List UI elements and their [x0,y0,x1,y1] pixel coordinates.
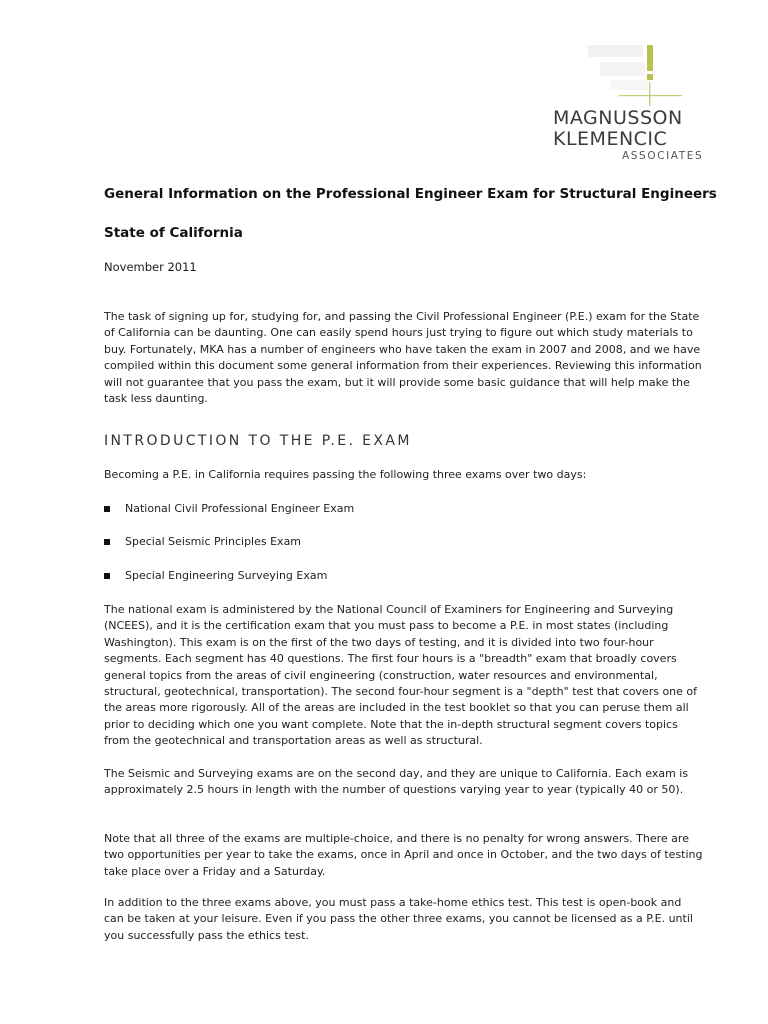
multiple-choice-paragraph: Note that all three of the exams are multiple-choice, and there is no penalty for wrong answers. There are two opportunities per year to take the exams, once in April and once in October, and the two days of testing take place over a Friday and a Saturday. [104,832,703,878]
logo-text-line1: MAGNUSSON [553,107,683,129]
document-subtitle: State of California [104,225,243,241]
bullet-square-icon [104,506,110,512]
list-item [104,535,301,548]
logo-text-line3: ASSOCIATES [622,150,704,162]
document-title: General Information on the Professional Engineer Exam for Structural Engineers [104,186,717,202]
bullet-square-icon [104,539,110,545]
section-heading: INTRODUCTION TO THE P.E. EXAM [104,433,412,449]
seismic-surveying-paragraph: The Seismic and Surveying exams are on the second day, and they are unique to California. Each exam is approximately 2.5 hours in length with the number of questions varying year to year (typically 40 or 50). [104,767,689,797]
national-exam-paragraph: The national exam is administered by the National Council of Examiners for Engineering and Surveying (NCEES), and it is the certification exam that you must pass to become a P.E. in most states (including Washington). This exam is on the first of the two days of testing, and it is divided into two four-hour segments. Each segment has 40 questions. The first four hours is a "breadth" exam that broadly covers general topics from the areas of civil engineering (construction, water resources and environmental, structural, geotechnical, transportation). The second four-hour segment is a "depth" test that covers one of the areas more rigorously. All of the areas are included in the test booklet so that you can peruse them all prior to deciding which one you want complete. Note that the in-depth structural segment covers topics from the geotechnical and transportation areas as well as structural. [104,603,698,748]
intro-paragraph: The task of signing up for, studying for, and passing the Civil Professional Engineer (P.E.) exam for the State of California can be daunting. One can easily spend hours just trying to figure out which study materials to buy. Fortunately, MKA has a number of engineers who have taken the exam in 2007 and 2008, and we have compiled within this document some general information from their experiences. Reviewing this information will not guarantee that you pass the exam, but it will provide some basic guidance that will help make the task less daunting. [104,310,702,406]
document-date: November 2011 [104,260,197,274]
list-item-text: Special Seismic Principles Exam [125,535,302,548]
ethics-paragraph: In addition to the three exams above, you must pass a take-home ethics test. This test is open-book and can be taken at your leisure. Even if you pass the other three exams, you cannot be licensed as a P.E. until you successfully pass the ethics test. [104,896,693,942]
list-item [104,502,354,515]
logo-text-line2: KLEMENCIC [553,128,668,150]
logo-mark-graphic [540,40,740,110]
list-item-text: Special Engineering Surveying Exam [125,569,328,582]
bullet-square-icon [104,573,110,579]
list-item-text: National Civil Professional Engineer Exam [125,502,355,515]
company-logo [540,40,740,165]
section-intro-paragraph: Becoming a P.E. in California requires passing the following three exams over two days: [104,468,587,481]
list-item [104,569,327,582]
